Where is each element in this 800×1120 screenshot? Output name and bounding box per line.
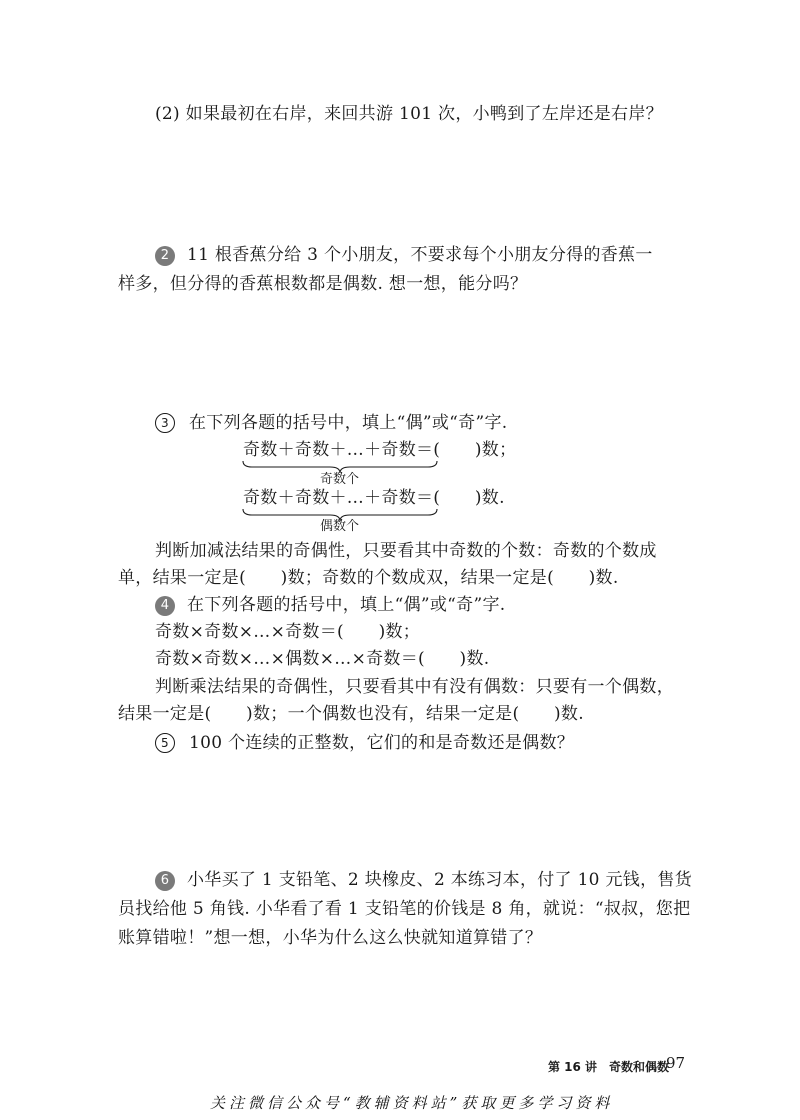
problem-4-badge: 4 (155, 596, 175, 616)
problem-6-line-3: 账算错啦！”想一想，小华为什么这么快就知道算错了？ (118, 928, 543, 948)
chapter-footer: 第 16 讲 奇数和偶数 (548, 1060, 670, 1074)
problem-4-equation-2: 奇数×奇数×…×偶数×…×奇数＝( )数. (155, 649, 490, 669)
problem-4-note-2: 结果一定是( )数；一个偶数也没有，结果一定是( )数. (118, 704, 584, 724)
watermark: 关注微信公众号“教辅资料站”获取更多学习资料 (210, 1094, 614, 1112)
problem-3-badge: 3 (155, 413, 175, 433)
problem-3-note-2: 单，结果一定是( )数；奇数的个数成双，结果一定是( )数. (118, 568, 619, 588)
problem-4-equation-1: 奇数×奇数×…×奇数＝( )数； (155, 622, 421, 642)
problem-2-line-2: 样多，但分得的香蕉根数都是偶数. 想一想，能分吗？ (118, 274, 528, 294)
problem-5-badge: 5 (155, 733, 175, 753)
problem-2-badge: 2 (155, 246, 175, 266)
problem-4-heading (155, 593, 505, 617)
problem-3-brace-1-label: 奇数个 (320, 472, 360, 487)
problem-6-line-1 (155, 868, 692, 892)
problem-4-text: 在下列各题的括号中，填上“偶”或“奇”字. (187, 595, 506, 615)
question-2-text: (2) 如果最初在右岸，来回共游 101 次，小鸭到了左岸还是右岸？ (155, 104, 663, 124)
problem-5-text: 100 个连续的正整数，它们的和是奇数还是偶数？ (189, 733, 575, 753)
problem-3-text: 在下列各题的括号中，填上“偶”或“奇”字. (189, 413, 508, 433)
problem-2-line-1 (155, 243, 653, 267)
problem-3-equation-1: 奇数＋奇数＋…＋奇数＝( )数； (243, 440, 517, 460)
problem-5-heading (155, 731, 574, 755)
problem-4-note-1: 判断乘法结果的奇偶性，只要看其中有没有偶数：只要有一个偶数， (155, 677, 674, 697)
problem-2-text-1: 11 根香蕉分给 3 个小朋友，不要求每个小朋友分得的香蕉一 (187, 245, 653, 265)
page-number: 97 (666, 1054, 686, 1072)
problem-3-note-1: 判断加减法结果的奇偶性，只要看其中奇数的个数：奇数的个数成 (155, 541, 657, 561)
problem-6-line-2: 员找给他 5 角钱. 小华看了看 1 支铅笔的价钱是 8 角，就说：“叔叔，您把 (118, 899, 691, 919)
problem-6-text-1: 小华买了 1 支铅笔、2 块橡皮、2 本练习本，付了 10 元钱，售货 (187, 870, 693, 890)
problem-6-badge: 6 (155, 871, 175, 891)
problem-3-equation-2: 奇数＋奇数＋…＋奇数＝( )数. (243, 488, 505, 508)
problem-3-heading (155, 411, 507, 435)
problem-3-brace-2-label: 偶数个 (320, 519, 360, 534)
